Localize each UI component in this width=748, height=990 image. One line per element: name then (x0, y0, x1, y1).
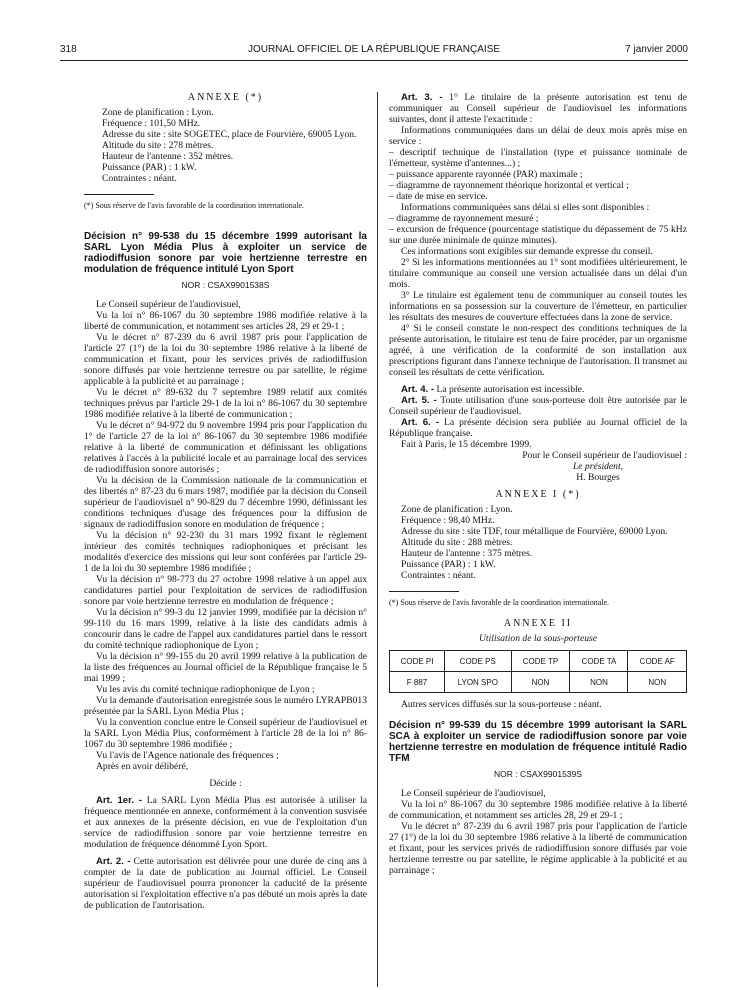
header-rule (60, 60, 688, 61)
paragraph: 3° Le titulaire est également tenu de communiquer au conseil toutes les informations en sa possession sur la couverture de l'émetteur, en particulier les résultats des mesures de couverture effectuées dans la zone de service. (389, 290, 687, 323)
issue-date: 7 janvier 2000 (625, 44, 688, 55)
annex-line: Fréquence : 98,40 MHz. (401, 515, 495, 526)
visa-paragraph: Vu la convention conclue entre le Conseil supérieur de l'audiovisuel et la SARL Lyon Média Plus, conformément à l'article 28 de la loi n° 86-1067 du 30 septembre 1986 modifiée ; (84, 717, 367, 750)
annex-1-details (389, 504, 687, 581)
journal-title: JOURNAL OFFICIEL DE LA RÉPUBLIQUE FRANÇAISE (247, 44, 501, 55)
visa-paragraph: Vu la décision n° 92-230 du 31 mars 1992 fixant le règlement intérieur des comités techniques radiophoniques et précisant les modalités d'exercice des missions qui leur sont conférées par l'article 29-1 de la loi du 30 septembre 1986 modifiée ; (84, 530, 367, 574)
visa-paragraph: Vu le décret n° 87-239 du 6 avril 1987 pris pour l'application de l'article 27 (1°) de la loi du 30 septembre 1986 relative à la liberté de communication et fixant, pour les services privés de radiodiffusion sonore diffusés par voie hertzienne terrestre ou par satellite, le régime applicable à la publicité et au parrainage ; (389, 821, 687, 876)
signature-name: H. Bourges (576, 472, 620, 483)
list-item: – diagramme de rayonnement mesuré ; (389, 213, 539, 224)
table-header: CODE TA (570, 651, 628, 672)
table-header: CODE AF (628, 651, 687, 672)
list-item: – descriptif technique de l'installation (type et puissance nominale de l'émetteur, système d'antennes...) ; (389, 147, 687, 169)
article-text: 1° Le titulaire de la présente autorisation est tenu de communiquer au Conseil supérieur de l'audiovisuel les informations suivantes, dont il atteste l'exactitude : (389, 92, 687, 125)
visa-paragraph: Vu la loi n° 86-1067 du 30 septembre 1986 modifiée relative à la liberté de communication, et notamment ses articles 28, 29 et 29-1 ; (84, 310, 367, 332)
paragraph: 2° Si les informations mentionnées au 1° sont modifiées ultérieurement, le titulaire communique au conseil une version actualisée dans un délai d'un mois. (389, 257, 687, 290)
visa-paragraph: Vu la loi n° 86-1067 du 30 septembre 1986 modifiée relative à la liberté de communication, et notamment ses articles 28, 29 et 29-1 ; (389, 799, 687, 821)
visa-paragraph: Vu la demande d'autorisation enregistrée sous le numéro LYRAPB013 présentée par la SARL Lyon Média Plus ; (84, 695, 367, 717)
nor-reference: NOR : CSAX9901538S (181, 280, 270, 290)
article-text: La présente décision sera publiée au Journal officiel de la République française. (389, 417, 687, 439)
decide-heading: Décide : (209, 778, 242, 789)
annex-line: Puissance (PAR) : 1 kW. (401, 559, 496, 570)
article-6 (389, 417, 687, 439)
list-item: – excursion de fréquence (pourcentage statistique du dépassement de 75 kHz sur une durée minimale de quinze minutes). (389, 224, 687, 246)
table-header: CODE PS (445, 651, 511, 672)
intro-text: Le Conseil supérieur de l'audiovisuel, (96, 299, 241, 310)
article-text: Cette autorisation est délivrée pour une durée de cinq ans à compter de la date de publication au Journal officiel. Le Conseil supérieur de l'audiovisuel pourra prononcer la caducité de la présente autorisation si l'exploitation effective n'a pas débuté un mois après la date de publication de l'autorisation. (84, 856, 367, 911)
article-3 (389, 92, 687, 125)
left-column (84, 92, 367, 911)
footnote-rule (389, 591, 459, 592)
right-column (389, 92, 687, 876)
annex-2-subtitle: Utilisation de la sous-porteuse (478, 633, 598, 644)
signature-title: Le président, (572, 461, 624, 472)
table-cell: NON (511, 672, 570, 693)
annex-title: ANNEXE (*) (187, 92, 264, 103)
visa-paragraph: Vu l'avis de l'Agence nationale des fréquences ; (96, 750, 279, 761)
table-header: CODE TP (511, 651, 570, 672)
article-text: Toute utilisation d'une sous-porteuse doit être autorisée par le Conseil supérieur de l'audiovisuel. (389, 395, 687, 417)
info-heading: Informations communiquées sans délai si elles sont disponibles : (401, 202, 650, 213)
decision-title: Décision n° 99-539 du 15 décembre 1999 autorisant la SARL SCA à exploiter un service de radiodiffusion sonore par voie hertzienne terrestre en modulation de fréquence intitulé Radio TFM (389, 720, 687, 764)
page-number: 318 (60, 44, 77, 55)
footnote: (*) Sous réserve de l'avis favorable de la coordination internationale. (389, 598, 610, 607)
annex-details (84, 107, 367, 184)
annex-line: Altitude du site : 278 mètres. (102, 140, 214, 151)
decision-title: Décision n° 99-538 du 15 décembre 1999 autorisant la SARL Lyon Média Plus à exploiter un service de radiodiffusion sonore par voie hertzienne terrestre en modulation de fréquence intitulé Lyon Sport (84, 231, 367, 275)
annex-line: Altitude du site : 288 mètres. (401, 537, 513, 548)
footnote-rule (84, 194, 154, 195)
subcarrier-table (389, 650, 687, 693)
annex-2-title: ANNEXE II (503, 618, 573, 629)
list-item: – date de mise en service. (389, 191, 488, 202)
annex-line: Adresse du site : site TDF, tour métallique de Fourvière, 69000 Lyon. (401, 526, 668, 537)
table-cell: LYON SPO (445, 672, 511, 693)
visa-paragraph: Vu la décision n° 98-773 du 27 octobre 1998 relative à un appel aux candidatures partiel pour l'exploitation de services de radiodiffusion sonore par voie hertzienne terrestre en modulation de fréquence ; (84, 574, 367, 607)
annex-line: Hauteur de l'antenne : 375 mètres. (401, 548, 533, 559)
article-label: Art. 1er. - (96, 795, 143, 806)
article-2 (84, 856, 367, 911)
article-5 (389, 395, 687, 417)
article-label: Art. 6. - (401, 417, 440, 428)
annex-line: Contraintes : néant. (401, 570, 476, 581)
nor-reference: NOR : CSAX9901539S (494, 769, 582, 779)
visa-paragraph: Vu le décret n° 89-632 du 7 septembre 1989 relatif aux comités techniques prévus par l'article 29-1 de la loi n° 86-1067 du 30 septembre 1986 modifiée relative à la liberté de communication ; (84, 387, 367, 420)
visa-paragraph: Après en avoir délibéré, (96, 761, 189, 772)
list-item: – diagramme de rayonnement théorique horizontal et vertical ; (389, 180, 629, 191)
signature-place-date: Fait à Paris, le 15 décembre 1999. (401, 439, 532, 450)
column-divider (377, 92, 378, 987)
table-cell: NON (570, 672, 628, 693)
article-1 (84, 795, 367, 850)
paragraph: Ces informations sont exigibles sur demande expresse du conseil. (401, 246, 653, 257)
table-header: CODE PI (390, 651, 445, 672)
article-label: Art. 2. - (96, 856, 131, 867)
article-text: La SARL Lyon Média Plus est autorisée à utiliser la fréquence mentionnée en annexe, conformément à la convention susvisée et aux annexes de la présente décision, en vue de l'exploitation d'un service de radiodiffusion sonore par voie hertzienne terrestre en modulation de fréquence dénommé Lyon Sport. (84, 795, 367, 850)
visa-paragraph: Vu la décision n° 99-3 du 12 janvier 1999, modifiée par la décision n° 99-110 du 16 mars 1999, relative à la liste des candidats admis à concourir dans le cadre de l'appel aux candidatures partiel dans le ressort du comité technique radiophonique de Lyon ; (84, 607, 367, 651)
annex-line: Contraintes : néant. (102, 173, 177, 184)
annex-line: Puissance (PAR) : 1 kW. (102, 162, 197, 173)
table-row (390, 672, 687, 693)
annex-line: Hauteur de l'antenne : 352 mètres. (102, 151, 234, 162)
article-label: Art. 5. - (401, 395, 437, 406)
signature-line: Pour le Conseil supérieur de l'audiovisuel : (522, 450, 687, 461)
visa-paragraph: Vu le décret n° 87-239 du 6 avril 1987 pris pour l'application de l'article 27 (1°) de la loi du 30 septembre 1986 relative à la liberté de communication et fixant, pour les services privés de radiodiffusion sonore diffusés par voie hertzienne terrestre ou par satellite, le régime applicable à la publicité et au parrainage ; (84, 332, 367, 387)
visa-paragraph: Vu les avis du comité technique radiophonique de Lyon ; (96, 684, 315, 695)
visa-paragraph: Vu le décret n° 94-972 du 9 novembre 1994 pris pour l'application du 1° de l'article 27 de la loi n° 86-1067 du 30 septembre 1986 modifiée relative à la liberté de communication et définissant les obligations relatives à l'accès à la publicité locale et au parrainage local des services de radiodiffusion sonore autorisés ; (84, 420, 367, 475)
intro-text: Le Conseil supérieur de l'audiovisuel, (401, 788, 546, 799)
info-heading: Informations communiquées dans un délai de deux mois après mise en service : (389, 125, 687, 147)
annex-line: Zone de planification : Lyon. (401, 504, 513, 515)
table-cell: F 887 (390, 672, 445, 693)
annex-1-title: ANNEXE I (*) (495, 489, 581, 500)
article-label: Art. 4. - (401, 384, 435, 395)
paragraph: 4° Si le conseil constate le non-respect des conditions techniques de la présente autorisation, le titulaire est tenu de faire procéder, par un organisme agréé, à une vérification de la conformité de son installation aux prescriptions figurant dans l'annexe technique de l'autorisation. Il transmet au conseil les résultats de cette vérification. (389, 323, 687, 378)
visa-paragraph: Vu la décision de la Commission nationale de la communication et des libertés n° 87-23 du 6 mars 1987, modifiée par la décision du Conseil supérieur de l'audiovisuel n° 90-829 du 7 décembre 1990, définissant les conditions techniques d'usage des fréquences pour la diffusion de signaux de radiodiffusion sonore en modulation de fréquence ; (84, 475, 367, 530)
article-label: Art. 3. - (401, 92, 443, 103)
table-header-row (390, 651, 687, 672)
footnote: (*) Sous réserve de l'avis favorable de la coordination internationale. (84, 201, 305, 210)
annex-line: Fréquence : 101,50 MHz. (102, 118, 201, 129)
page-header (60, 44, 688, 58)
visa-paragraph: Vu la décision n° 99-155 du 20 avril 1999 relative à la publication de la liste des fréquences au Journal officiel de la République française le 5 mai 1999 ; (84, 651, 367, 684)
other-services: Autres services diffusés sur la sous-porteuse : néant. (401, 699, 602, 710)
list-item: – puissance apparente rayonnée (PAR) maximale ; (389, 169, 583, 180)
annex-line: Zone de planification : Lyon. (102, 107, 214, 118)
article-text: La présente autorisation est incessible. (434, 384, 585, 395)
table-cell: NON (628, 672, 687, 693)
article-4 (389, 384, 687, 395)
annex-line: Adresse du site : site SOGETEC, place de Fourvière, 69005 Lyon. (102, 129, 357, 140)
